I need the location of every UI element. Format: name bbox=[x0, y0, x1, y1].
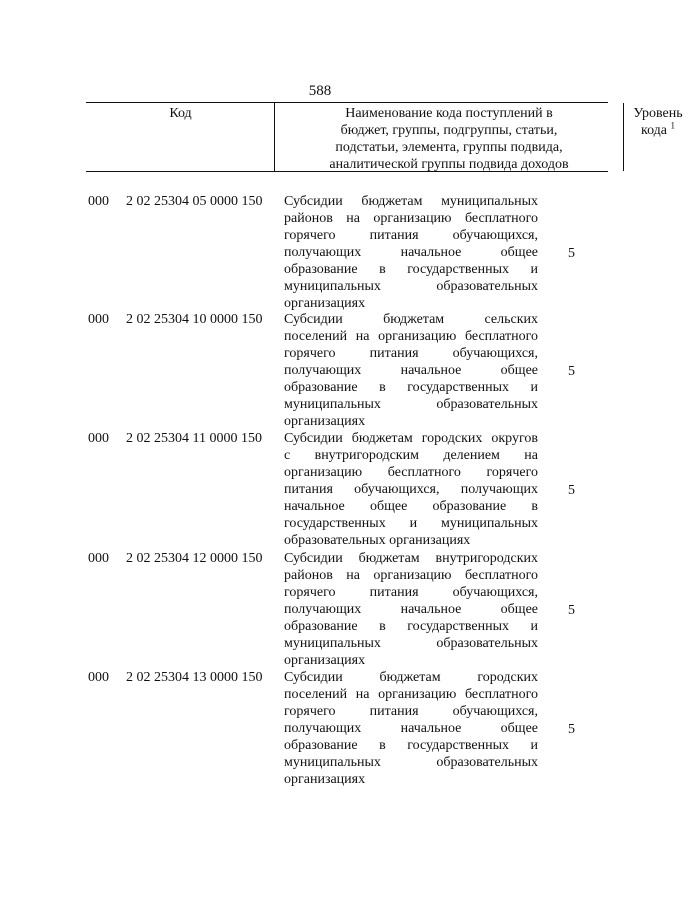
row-description bbox=[284, 669, 538, 788]
row-description bbox=[284, 550, 538, 669]
row-classifier: 000 bbox=[88, 312, 109, 327]
header-code: Код bbox=[169, 106, 192, 121]
row-description bbox=[284, 311, 538, 430]
description-line: горячего питания обучающихся, bbox=[284, 704, 538, 719]
description-line: организациях bbox=[284, 296, 366, 311]
description-line: образование в государственных и bbox=[284, 262, 538, 277]
description-line: районов на организацию бесплатного bbox=[284, 211, 538, 226]
description-line: начальное общее образование в bbox=[284, 499, 538, 514]
description-line: горячего питания обучающихся, bbox=[284, 346, 538, 361]
description-line: организациях bbox=[284, 653, 366, 668]
row-level: 5 bbox=[568, 603, 575, 618]
description-line: образование в государственных и bbox=[284, 619, 538, 634]
description-line: горячего питания обучающихся, bbox=[284, 228, 538, 243]
header-name-line: бюджет, группы, подгруппы, статьи, bbox=[340, 123, 558, 138]
description-line: получающих начальное общее bbox=[284, 363, 538, 378]
description-line: муниципальных образовательных bbox=[284, 755, 538, 770]
description-line: муниципальных образовательных bbox=[284, 636, 538, 651]
description-line: с внутригородским делением на bbox=[284, 448, 538, 463]
row-classifier: 000 bbox=[88, 670, 109, 685]
description-line: организациях bbox=[284, 414, 366, 429]
row-classifier: 000 bbox=[88, 431, 109, 446]
header-level-line1: Уровень bbox=[633, 106, 683, 121]
description-line: образование в государственных и bbox=[284, 380, 538, 395]
description-line: муниципальных образовательных bbox=[284, 397, 538, 412]
row-level: 5 bbox=[568, 483, 575, 498]
row-classifier: 000 bbox=[88, 551, 109, 566]
description-line: образовательных организациях bbox=[284, 533, 471, 548]
description-line: районов на организацию бесплатного bbox=[284, 568, 538, 583]
header-level-line2 bbox=[624, 122, 692, 139]
description-line: Субсидии бюджетам сельских bbox=[284, 312, 538, 327]
description-line: получающих начальное общее bbox=[284, 721, 538, 736]
description-line: получающих начальное общее bbox=[284, 245, 538, 260]
description-line: муниципальных образовательных bbox=[284, 279, 538, 294]
page-number: 588 bbox=[308, 83, 332, 99]
header-name bbox=[274, 103, 624, 171]
row-code: 2 02 25304 05 0000 150 bbox=[126, 194, 263, 209]
header-name-line: Наименование кода поступлений в bbox=[345, 106, 553, 121]
description-line: Субсидии бюджетам городских bbox=[284, 670, 538, 685]
header-level bbox=[624, 103, 692, 171]
row-code: 2 02 25304 11 0000 150 bbox=[126, 431, 262, 446]
description-line: организацию бесплатного горячего bbox=[284, 465, 538, 480]
description-line: Субсидии бюджетам городских округов bbox=[284, 431, 538, 446]
row-code: 2 02 25304 10 0000 150 bbox=[126, 312, 263, 327]
row-code: 2 02 25304 12 0000 150 bbox=[126, 551, 263, 566]
description-line: получающих начальное общее bbox=[284, 602, 538, 617]
footnote-marker: 1 bbox=[670, 120, 676, 131]
description-line: организациях bbox=[284, 772, 366, 787]
row-code: 2 02 25304 13 0000 150 bbox=[126, 670, 263, 685]
row-level: 5 bbox=[568, 364, 575, 379]
header-name-line: подстатьи, элемента, группы подвида, bbox=[335, 140, 563, 155]
description-line: образование в государственных и bbox=[284, 738, 538, 753]
description-line: горячего питания обучающихся, bbox=[284, 585, 538, 600]
description-line: поселений на организацию бесплатного bbox=[284, 329, 538, 344]
description-line: Субсидии бюджетам муниципальных bbox=[284, 194, 538, 209]
header-level-word: кода bbox=[640, 123, 668, 138]
row-level: 5 bbox=[568, 246, 575, 261]
description-line: Субсидии бюджетам внутригородских bbox=[284, 551, 538, 566]
row-description bbox=[284, 430, 538, 549]
row-classifier: 000 bbox=[88, 194, 109, 209]
description-line: поселений на организацию бесплатного bbox=[284, 687, 538, 702]
table-header bbox=[86, 102, 683, 172]
description-line: питания обучающихся, получающих bbox=[284, 482, 538, 497]
description-line: государственных и муниципальных bbox=[284, 516, 538, 531]
row-description bbox=[284, 193, 538, 312]
header-name-line: аналитической группы подвида доходов bbox=[329, 157, 569, 172]
row-level: 5 bbox=[568, 722, 575, 737]
